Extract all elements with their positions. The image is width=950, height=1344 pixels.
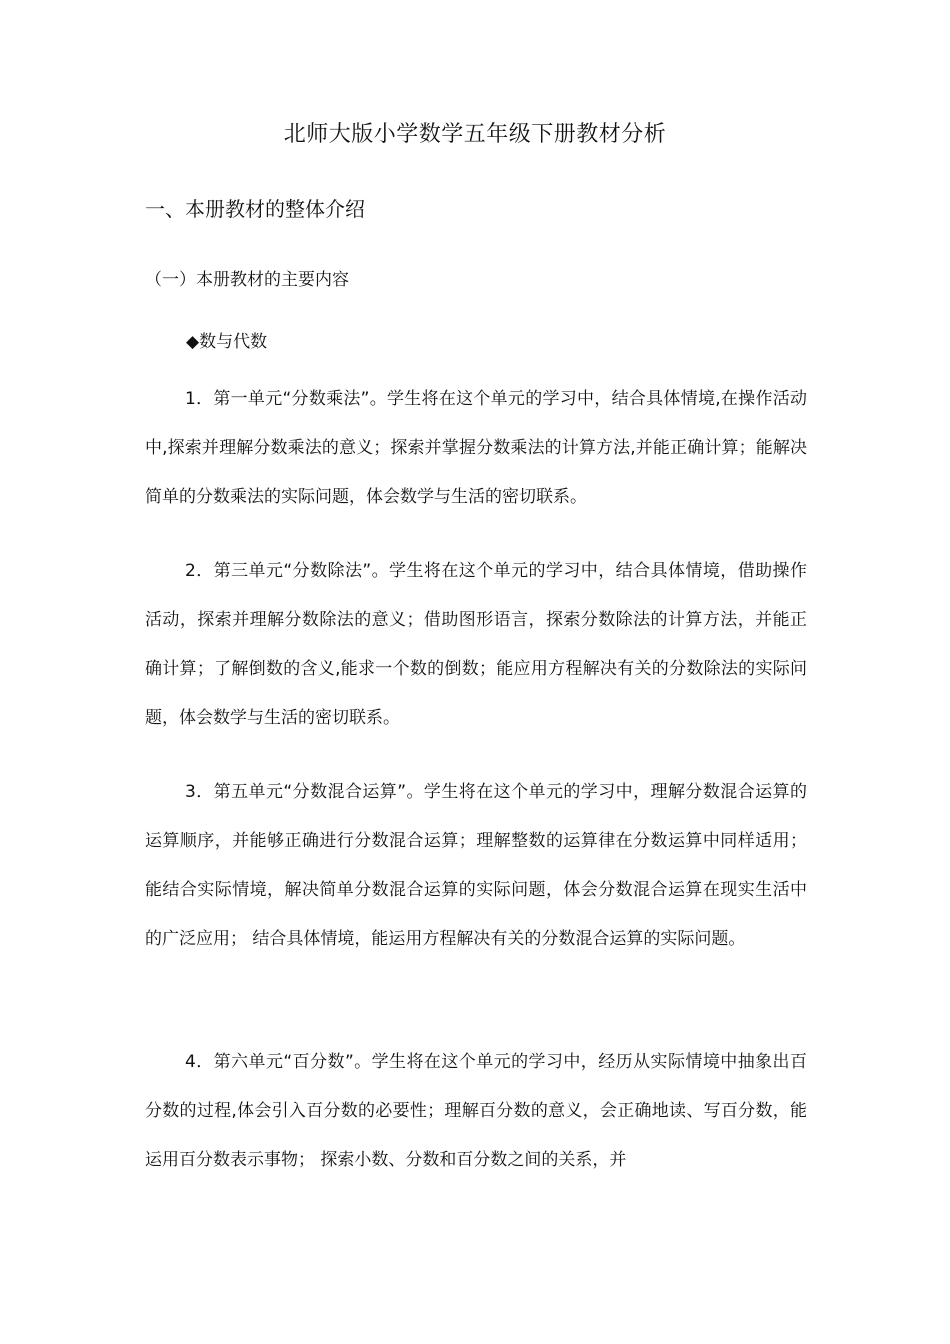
section-heading: 一、本册教材的整体介绍 (145, 197, 365, 221)
paragraph-unit-6: 4．第六单元“百分数”。学生将在这个单元的学习中，经历从实际情境中抽象出百分数的过程,体会引入百分数的必要性；理解百分数的意义，会正确地读、写百分数，能运用百分数表示事物； 探索小数、分数和百分数之间的关系，并 (145, 1052, 807, 1170)
paragraph-unit-5: 3．第五单元“分数混合运算”。学生将在这个单元的学习中，理解分数混合运算的运算顺序，并能够正确进行分数混合运算；理解整数的运算律在分数运算中同样适用；能结合实际情境，解决简单分数混合运算的实际问题，体会分数混合运算在现实生活中的广泛应用； 结合具体情境，能运用方程解决有关的分数混合运算的实际问题。 (145, 782, 807, 949)
document-title: 北师大版小学数学五年级下册教材分析 (283, 122, 667, 147)
bullet-heading: ◆数与代数 (186, 332, 268, 352)
paragraph-unit-3: 2．第三单元“分数除法”。学生将在这个单元的学习中，结合具体情境，借助操作活动，探索并理解分数除法的意义；借助图形语言，探索分数除法的计算方法，并能正确计算；了解倒数的含义,能求一个数的倒数；能应用方程解决有关的分数除法的实际问题，体会数学与生活的密切联系。 (145, 561, 807, 728)
paragraph-unit-1: 1．第一单元“分数乘法”。学生将在这个单元的学习中，结合具体情境,在操作活动中,探索并理解分数乘法的意义；探索并掌握分数乘法的计算方法,并能正确计算；能解决简单的分数乘法的实际问题，体会数学与生活的密切联系。 (145, 389, 807, 507)
subsection-heading: （一）本册教材的主要内容 (145, 270, 349, 290)
